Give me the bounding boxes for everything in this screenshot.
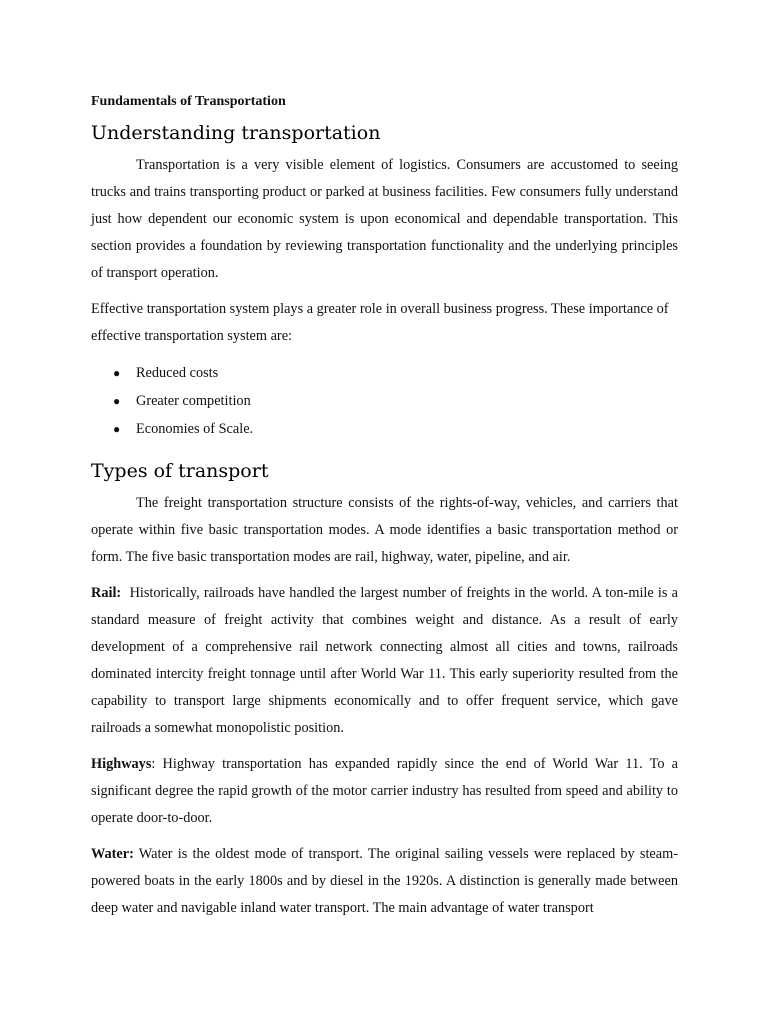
paragraph-importance: Effective transportation system plays a greater role in overall business progress. These importance of effective transportation system are: (91, 301, 669, 344)
term-rail: Rail: (91, 585, 122, 601)
section-heading-types: Types of transport (91, 460, 269, 482)
highways-text: : Highway transportation has expanded rapidly since the end of World War 11. To a significant degree the rapid growth of the motor carrier industry has resulted from speed and ability to operate door-to-door. (91, 756, 678, 826)
bullet-icon: ● (113, 366, 121, 380)
section-heading-understanding: Understanding transportation (91, 122, 381, 144)
list-item (113, 359, 678, 387)
document-title: Fundamentals of Transportation (91, 94, 286, 109)
paragraph-water (91, 841, 678, 922)
paragraph-rail (91, 580, 682, 742)
term-water: Water: (91, 846, 134, 862)
list-item-text: Economies of Scale. (136, 421, 254, 437)
rail-text: Historically, railroads have handled the largest number of freights in the world. A ton-mile is a standard measure of freight activity that combines weight and distance. As a result of early development of a comprehensive rail network connecting almost all cities and towns, railroads dominated intercity freight tonnage until after World War 11. This early superiority resulted from the capability to transport large shipments economically and to offer frequent service, which gave railroads a somewhat monopolistic position. (91, 585, 682, 736)
paragraph-types-intro: The freight transportation structure consists of the rights-of-way, vehicles, and carriers that operate within five basic transportation modes. A mode identifies a basic transportation method or form. The five basic transportation modes are rail, highway, water, pipeline, and air. (91, 495, 678, 565)
list-item (113, 415, 678, 443)
bullet-icon: ● (113, 422, 121, 436)
list-item (113, 387, 678, 415)
paragraph-highways (91, 751, 678, 832)
term-highways: Highways (91, 756, 152, 772)
importance-list (91, 359, 678, 443)
list-item-text: Greater competition (136, 393, 251, 409)
bullet-icon: ● (113, 394, 121, 408)
paragraph-intro: Transportation is a very visible element of logistics. Consumers are accustomed to seeing trucks and trains transporting product or parked at business facilities. Few consumers fully understand just how dependent our economic system is upon economical and dependable transportation. This section provides a foundation by reviewing transportation functionality and the underlying principles of transport operation. (91, 157, 678, 281)
list-item-text: Reduced costs (136, 365, 219, 381)
water-text: Water is the oldest mode of transport. The original sailing vessels were replaced by steam-powered boats in the early 1800s and by diesel in the 1920s. A distinction is generally made between deep water and navigable inland water transport. The main advantage of water transport (91, 846, 678, 916)
